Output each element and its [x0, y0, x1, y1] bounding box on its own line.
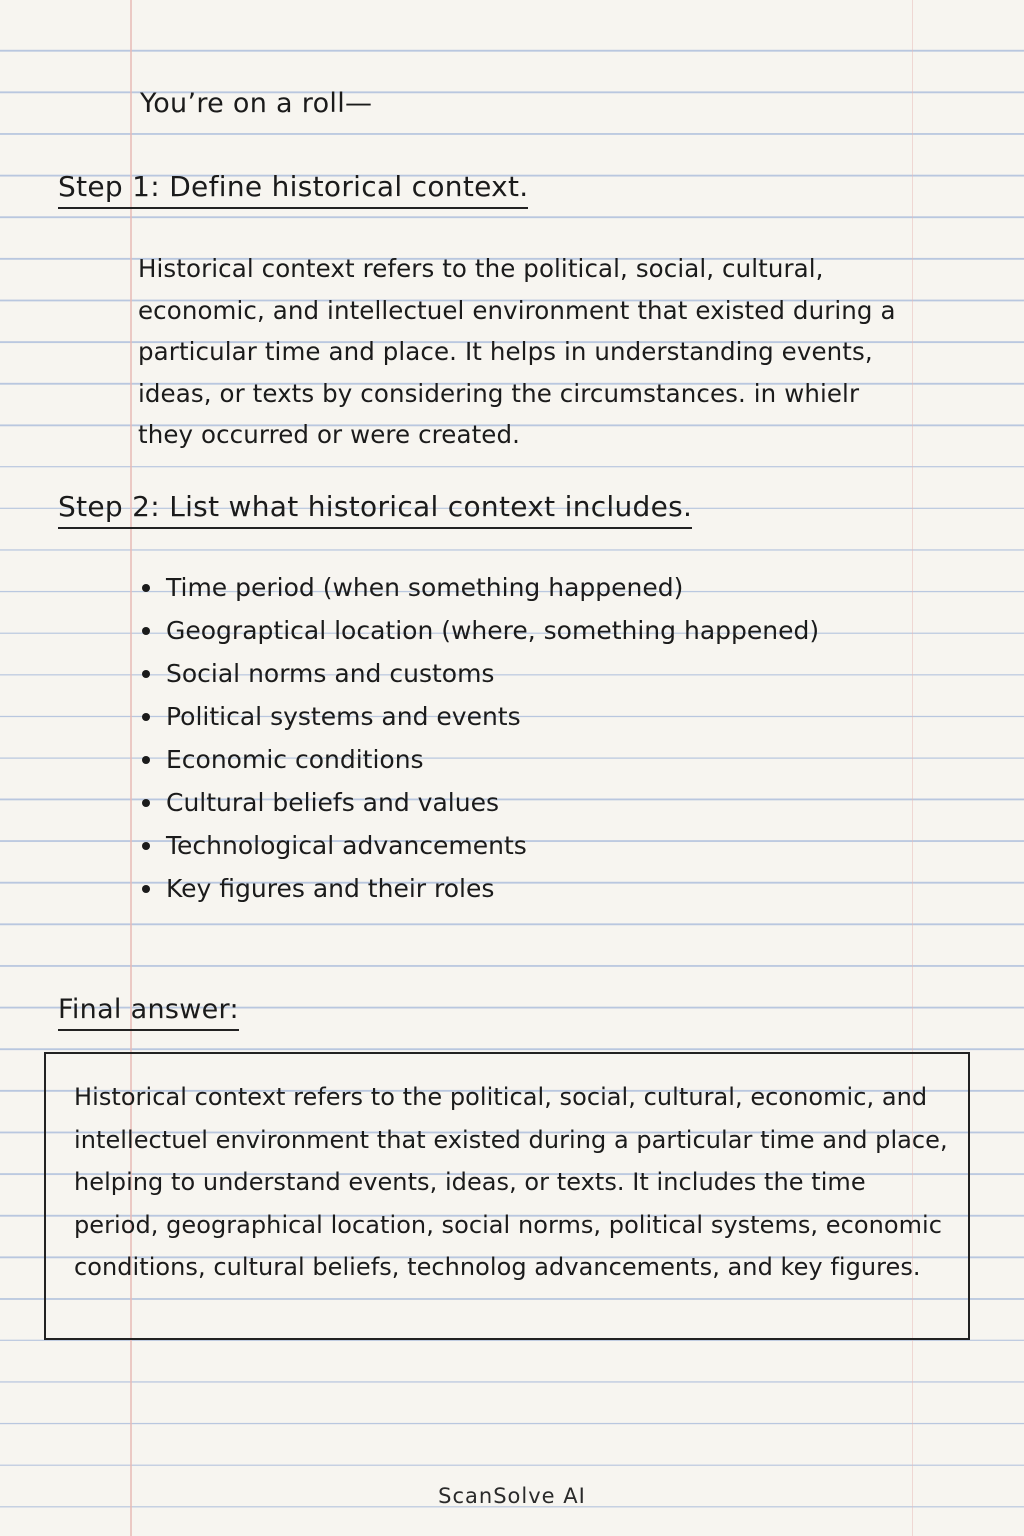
list-item: Technological advancements: [138, 824, 819, 867]
step-1-heading-text: Step 1: Define historical context.: [58, 170, 528, 209]
list-item: Cultural beliefs and values: [138, 781, 819, 824]
list-item: Key figures and their roles: [138, 867, 819, 910]
step-2-heading: [58, 490, 692, 529]
list-item: Economic conditions: [138, 738, 819, 781]
step-2-bullet-list: [138, 566, 819, 910]
final-answer-text: Historical context refers to the political, social, cultural, economic, and intellectuel environment that existed during a particular time and place, helping to understand events, ideas, or texts. It includes the time period, geographical location, social norms, political systems, economic conditions, cultural beliefs, technolog advancements, and key figures.: [74, 1083, 948, 1281]
list-item: Geograptical location (where, something happened): [138, 609, 819, 652]
step-1-paragraph: Historical context refers to the political, social, cultural, economic, and intellectuel environment that existed during a particular time and place. It helps in understanding events, ideas, or texts by considering the circumstances. in whielr they occurred or were created.: [138, 254, 896, 450]
step-2-heading-text: Step 2: List what historical context includes.: [58, 490, 692, 529]
intro-text: You’re on a roll—: [140, 88, 373, 119]
footer-brand: ScanSolve AI: [438, 1484, 586, 1508]
final-answer-label: [58, 994, 239, 1031]
step-1-heading: [58, 170, 528, 209]
final-answer-box: [44, 1052, 970, 1340]
list-item: Time period (when something happened): [138, 566, 819, 609]
list-item: Political systems and events: [138, 695, 819, 738]
final-answer-label-text: Final answer:: [58, 994, 239, 1031]
list-item: Social norms and customs: [138, 652, 819, 695]
